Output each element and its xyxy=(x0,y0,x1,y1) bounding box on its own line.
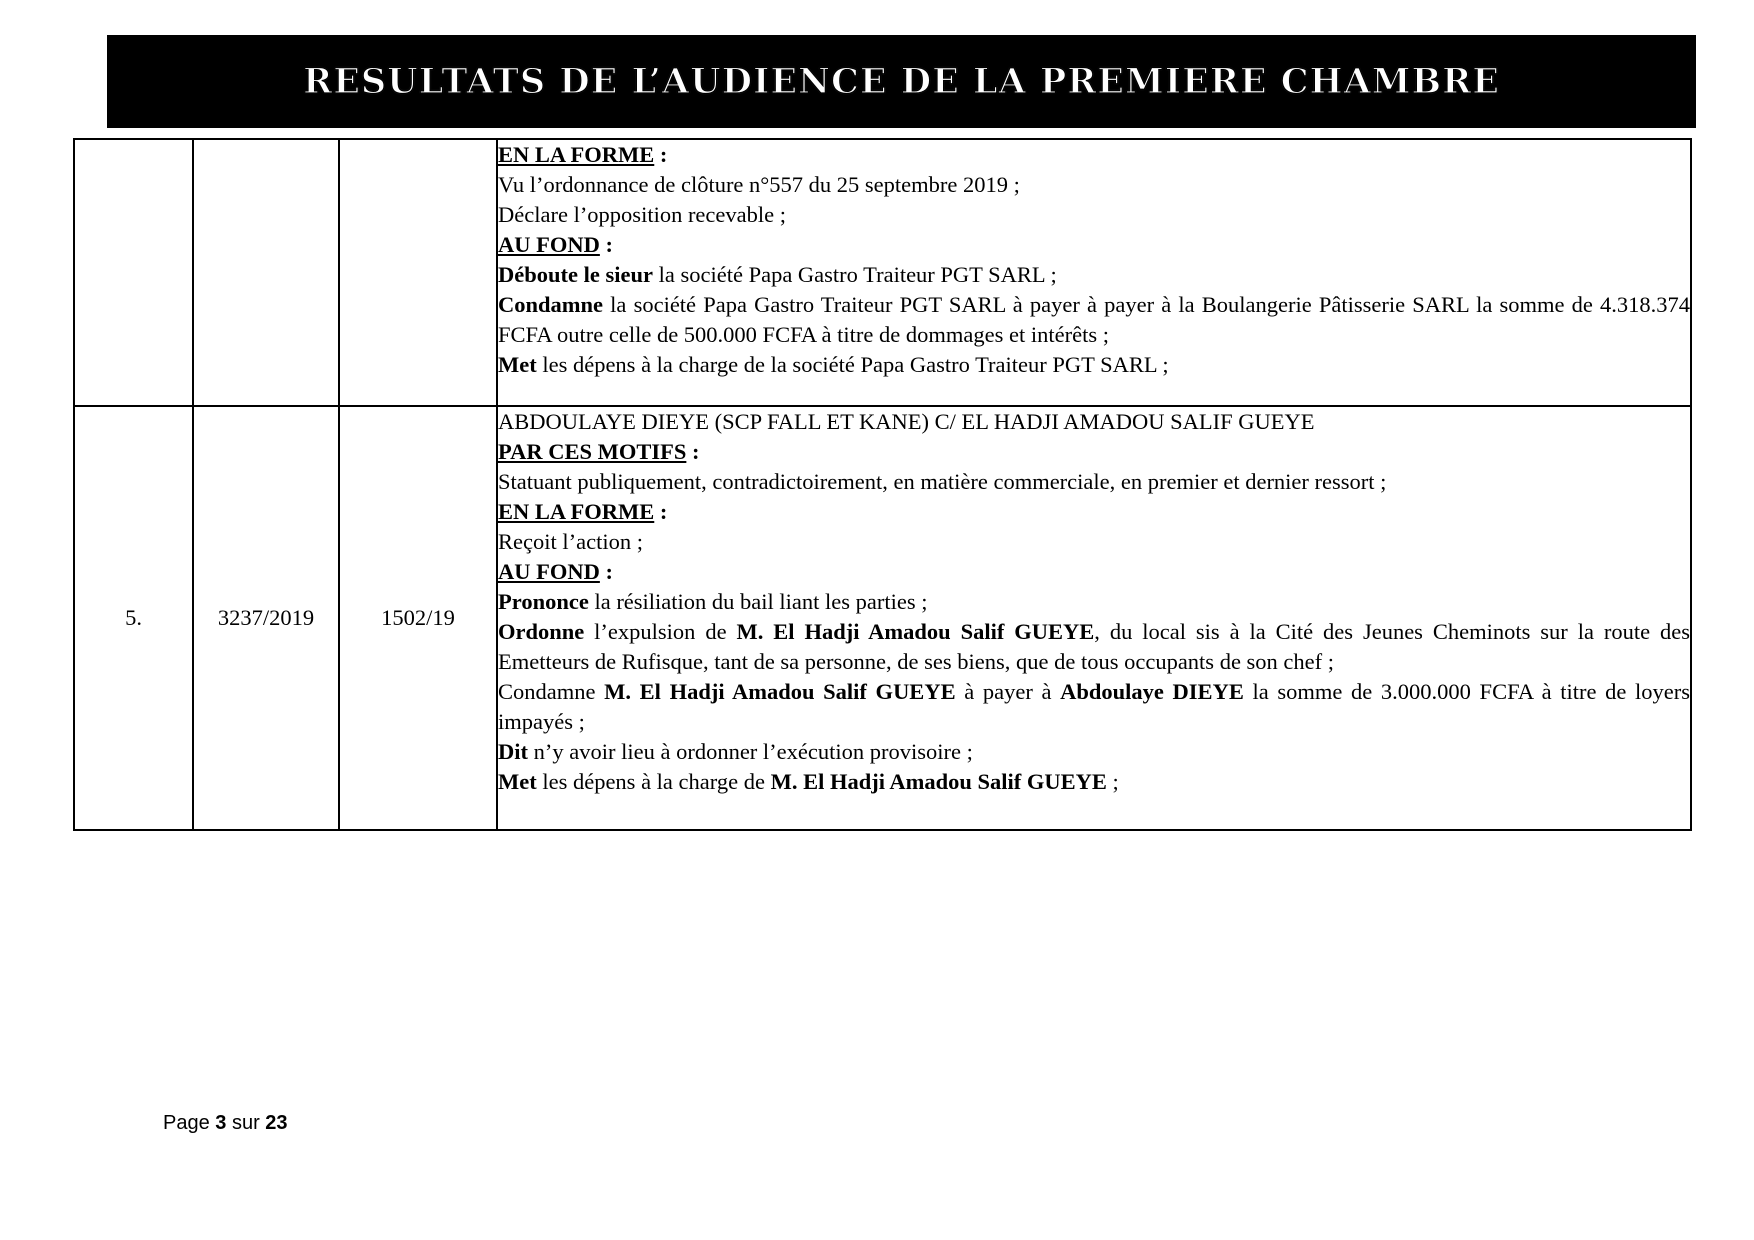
registry-number: 3237/2019 xyxy=(193,406,339,830)
section-heading: AU FOND : xyxy=(498,232,613,257)
decision-line: Met les dépens à la charge de la société Papa Gastro Traiteur PGT SARL ; xyxy=(498,352,1169,377)
case-number xyxy=(74,139,193,406)
page-title: RESULTATS DE L’AUDIENCE DE LA PREMIERE CHAMBRE xyxy=(303,61,1500,102)
page-sep: sur xyxy=(226,1112,266,1134)
table-row xyxy=(74,139,1691,406)
repertoire-number xyxy=(339,139,497,406)
registry-number xyxy=(193,139,339,406)
page-label: Page xyxy=(163,1112,216,1134)
table-row xyxy=(74,406,1691,830)
decision-line: Prononce la résiliation du bail liant les parties ; xyxy=(498,589,928,614)
decision-line: Vu l’ordonnance de clôture n°557 du 25 septembre 2019 ; xyxy=(498,172,1020,197)
decision-line: Déclare l’opposition recevable ; xyxy=(498,202,786,227)
decision-line: Reçoit l’action ; xyxy=(498,529,643,554)
decision-line: Condamne la société Papa Gastro Traiteur PGT SARL à payer à payer à la Boulangerie Pâtisserie SARL la somme de 4.318.374 FCFA outre celle de 500.000 FCFA à titre de dommages et intérêts ; xyxy=(498,292,1690,347)
section-heading: AU FOND : xyxy=(498,559,613,584)
page-current: 3 xyxy=(215,1112,227,1134)
decision-text xyxy=(497,139,1691,406)
section-heading: PAR CES MOTIFS : xyxy=(498,439,700,464)
decision-line: Dit n’y avoir lieu à ordonner l’exécution provisoire ; xyxy=(498,739,973,764)
case-number: 5. xyxy=(74,406,193,830)
section-heading: EN LA FORME : xyxy=(498,142,668,167)
decision-line: Ordonne l’expulsion de M. El Hadji Amadou Salif GUEYE, du local sis à la Cité des Jeunes Cheminots sur la route des Emetteurs de Rufisque, tant de sa personne, de ses biens, que de tous occupants de son chef ; xyxy=(498,619,1690,674)
page-footer xyxy=(163,1112,288,1135)
decision-line: Déboute le sieur la société Papa Gastro Traiteur PGT SARL ; xyxy=(498,262,1057,287)
page-header-banner xyxy=(107,35,1696,128)
page-total: 23 xyxy=(265,1112,288,1134)
section-heading: EN LA FORME : xyxy=(498,499,668,524)
results-table xyxy=(73,138,1692,831)
decision-line: Met les dépens à la charge de M. El Hadji Amadou Salif GUEYE ; xyxy=(498,769,1119,794)
repertoire-number: 1502/19 xyxy=(339,406,497,830)
decision-text xyxy=(497,406,1691,830)
decision-line: Condamne M. El Hadji Amadou Salif GUEYE à payer à Abdoulaye DIEYE la somme de 3.000.000 FCFA à titre de loyers impayés ; xyxy=(498,679,1690,734)
case-parties: ABDOULAYE DIEYE (SCP FALL ET KANE) C/ EL HADJI AMADOU SALIF GUEYE xyxy=(498,409,1315,434)
decision-line: Statuant publiquement, contradictoirement, en matière commerciale, en premier et dernier ressort ; xyxy=(498,469,1387,494)
